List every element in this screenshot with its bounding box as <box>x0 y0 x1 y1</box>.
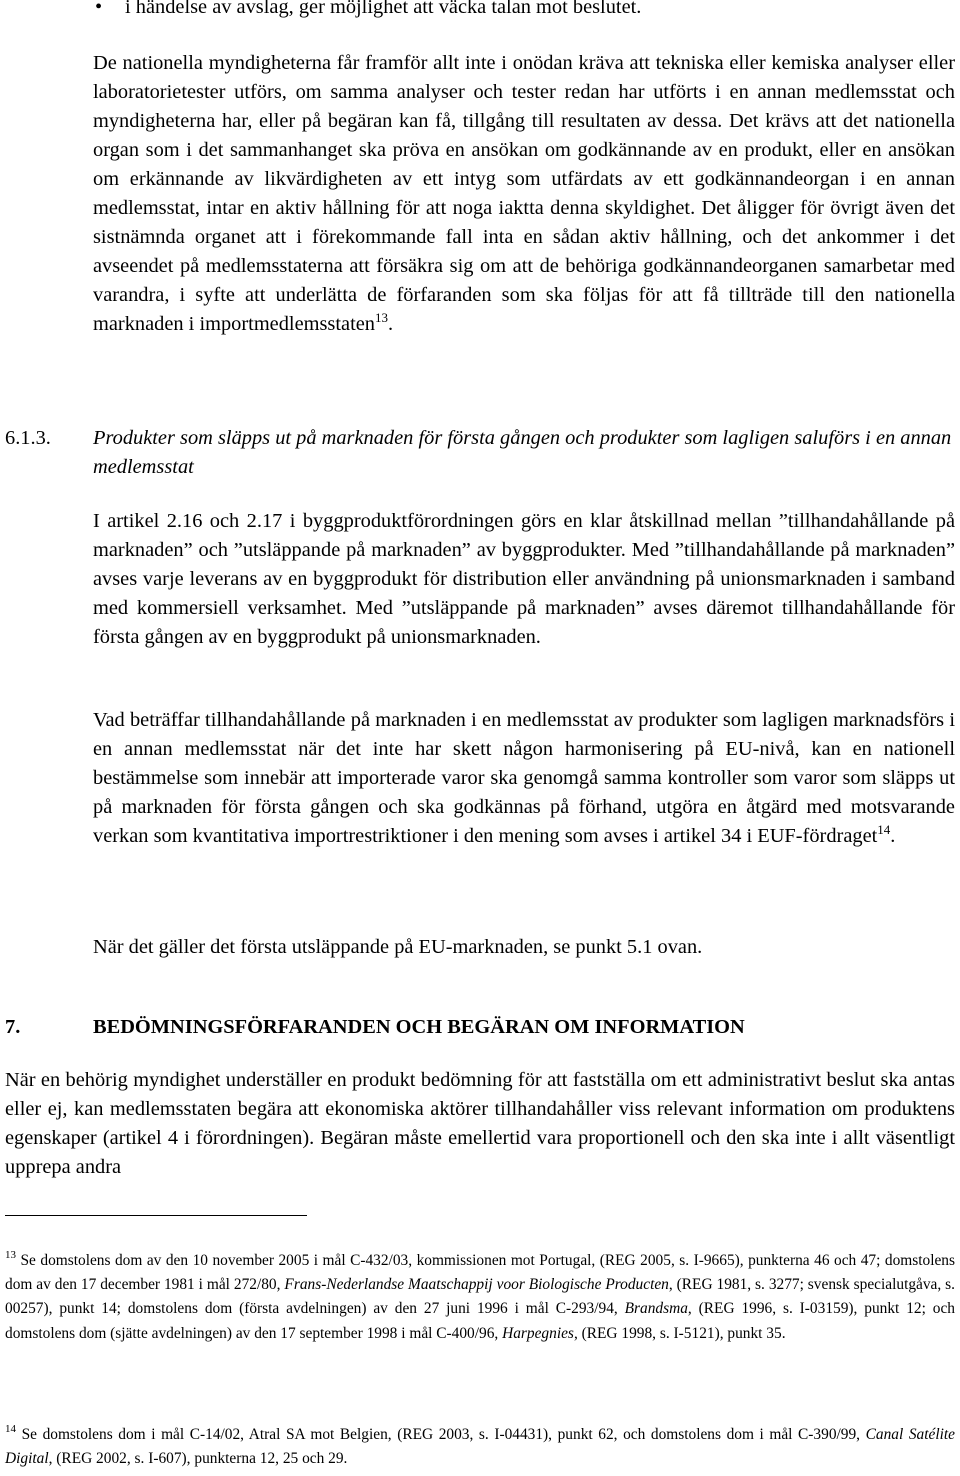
footnote-ref-14[interactable]: 14 <box>877 822 891 837</box>
paragraph-mutual-recognition <box>93 49 955 339</box>
case-name: Frans-Nederlandse Maatschappij voor Biologische Producten <box>284 1276 669 1294</box>
footnote-text: , (REG 1981, s. 3277; svensk specialutgåva, s. 00257), punkt 14; domstolens dom (första avdelningen) av den 27 juni 1996 i mål C-293/94, <box>5 1276 956 1318</box>
bullet-item <box>95 0 945 22</box>
paragraph-lawfully-marketed <box>93 706 955 851</box>
case-name: Canal Satélite Digital <box>5 1426 955 1468</box>
footnote-text: , (REG 2002, s. I-607), punkterna 12, 25 och 29. <box>48 1450 348 1468</box>
footnote-text: Se domstolens dom i mål C-14/02, Atral SA mot Belgien, (REG 2003, s. I-04431), punkt 62, och domstolens dom i mål C-390/99, <box>21 1426 866 1443</box>
footnote-text: , (REG 1996, s. I-03159), punkt 12; och domstolens dom (sjätte avdelningen) av den 17 september 1998 i mål C-400/96, <box>5 1300 955 1342</box>
paragraph-end: . <box>890 825 896 847</box>
section-number-6-1-3: 6.1.3. <box>5 427 51 449</box>
case-name: Brandsma <box>624 1300 688 1318</box>
section-heading-7: BEDÖMNINGSFÖRFARANDEN OCH BEGÄRAN OM INFORMATION <box>93 1016 745 1038</box>
footnote-text: , (REG 1998, s. I-5121), punkt 35. <box>573 1324 786 1342</box>
paragraph-text: De nationella myndigheterna får framför allt inte i onödan kräva att tekniska eller kemiska analyser eller laboratorietester utförs, om samma analyser och tester redan har utförts i en annan medlemsstat och myndigheterna har, eller på begäran kan få, tillgång till resultaten av dessa. Det krävs att det nationella organ som i det sammanhanget ska pröva en ansökan om godkännande av en produkt, eller en ansökan om erkännande av likvärdigheten av ett intyg som utfärdats av ett godkännandeorgan i en annan medlemsstat, intar en aktiv hållning för att noga iaktta denna skyldighet. Det åligger för övrigt även det sistnämnda organet att i förekommande fall inta en sådan aktiv hållning, och det ankommer i det avseendet på medlemsstaterna att försäkra sig om att de behöriga godkännandeorganen samarbetar med varandra, i syfte att underlätta de förfaranden som ska följas för att få tillträde till den nationella marknaden i importmedlemsstaten <box>93 52 955 335</box>
paragraph-text: Vad beträffar tillhandahållande på marknaden i en medlemsstat av produkter som lagligen marknadsförs i en annan medlemsstat när det inte har skett någon harmonisering på EU-nivå, kan en nationell bestämmelse som innebär att importerade varor ska genomgå samma kontroller som varor som släpps ut på marknaden för första gången och ska godkännas på förhand, utgöra en åtgärd med motsvarande verkan som kvantitativa importrestriktioner i den mening som avses i artikel 34 i EUF-fördraget <box>93 709 955 847</box>
footnote-divider <box>5 1215 307 1216</box>
paragraph-text: När en behörig myndighet underställer en produkt bedömning för att fastställa om ett administrativt beslut ska antas eller ej, kan medlemsstaten begära att ekonomiska aktörer tillhandahåller viss relevant information om produktens egenskaper (artikel 4 i förordningen). Begäran måste emellertid vara proportionell och den ska inte i allt väsentligt upprepa andra <box>5 1069 955 1178</box>
paragraph-end: . <box>388 313 394 335</box>
footnote-number: 14 <box>5 1423 16 1435</box>
paragraph-text: När det gäller det första utsläppande på EU-marknaden, se punkt 5.1 ovan. <box>93 936 703 958</box>
paragraph-definitions <box>93 507 955 652</box>
footnote-text: Se domstolens dom av den 10 november 2005 i mål C-432/03, kommissionen mot Portugal, (REG 2005, s. I-9665), punkterna 46 och 47; domstolens dom av den 17 december 1981 i mål 272/80, <box>5 1252 955 1294</box>
footnote-ref-13[interactable]: 13 <box>375 310 388 325</box>
footnote-13 <box>5 1249 955 1346</box>
paragraph-first-placing <box>93 933 955 962</box>
section-number-7: 7. <box>5 1016 21 1038</box>
bullet-text: i händelse av avslag, ger möjlighet att väcka talan mot beslutet. <box>125 0 642 18</box>
section-title-6-1-3: Produkter som släpps ut på marknaden för första gången och produkter som lagligen saluförs i en annan medlemsstat <box>93 427 952 478</box>
footnote-14 <box>5 1423 955 1471</box>
footnote-number: 13 <box>5 1249 16 1261</box>
case-name: Harpegnies <box>502 1324 574 1342</box>
paragraph-text: I artikel 2.16 och 2.17 i byggproduktförordningen görs en klar åtskillnad mellan ”tillhandahållande på marknaden” och ”utsläppande på marknaden” av byggprodukter. Med ”tillhandahållande på marknaden” avses varje leverans av en byggprodukt för distribution eller användning på unionsmarknaden i samband med kommersiell verksamhet. Med ”utsläppande på marknaden” avses däremot tillhandahållande för första gången av en byggprodukt på unionsmarknaden. <box>93 510 955 648</box>
bullet-icon: • <box>95 0 103 18</box>
paragraph-assessment <box>5 1066 955 1182</box>
